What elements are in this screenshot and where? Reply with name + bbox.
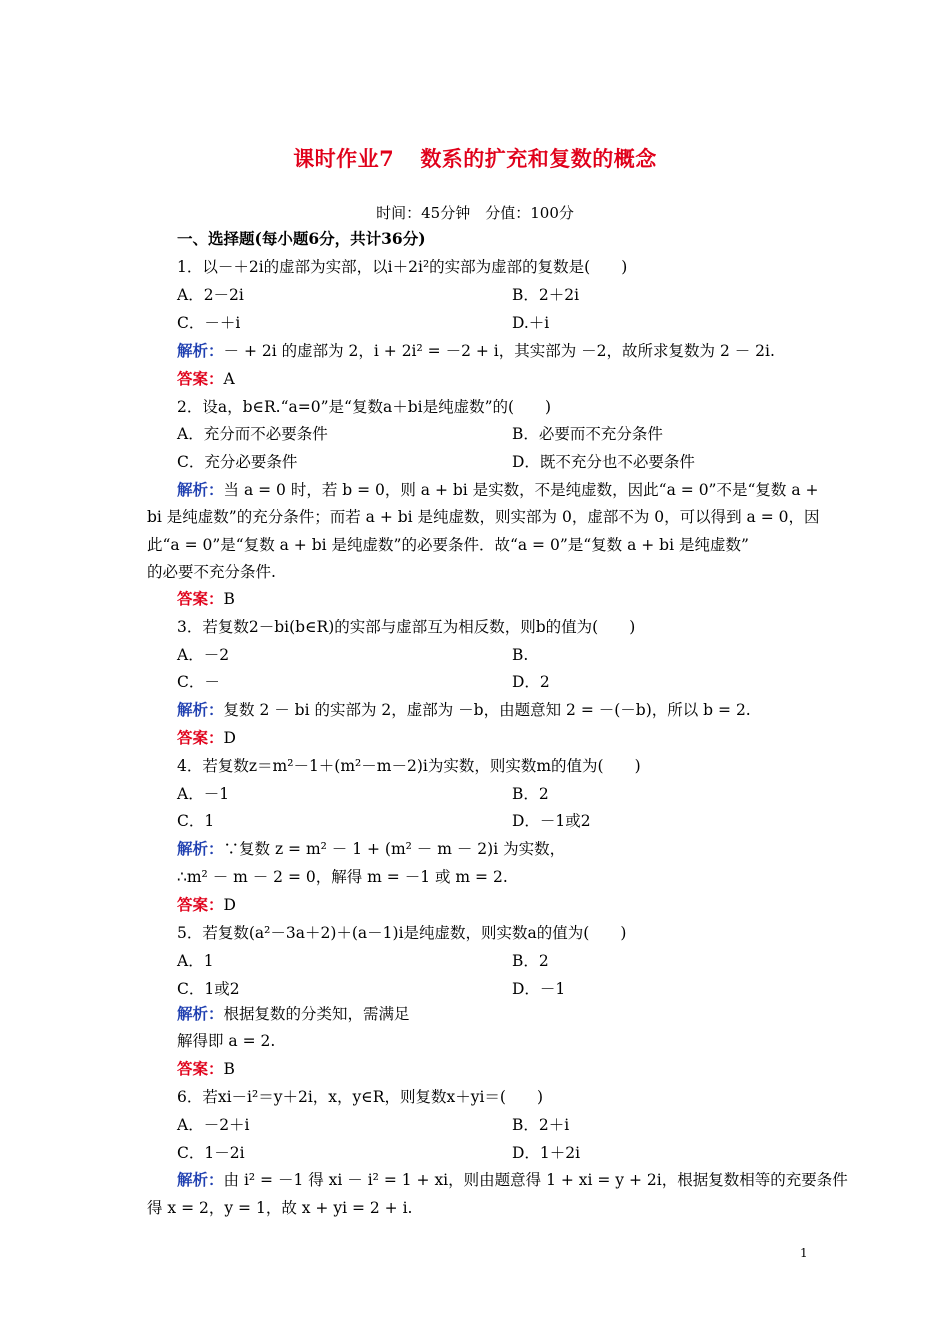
q3-answer-value: D (223, 729, 236, 747)
q5-option-a: A．1 (177, 952, 214, 970)
q2-analysis-line: bi 是纯虚数”的充分条件；而若 a + bi 是纯虚数，则实部为 0，虚部不为 0，可以得到 a = 0，因 (147, 508, 820, 526)
q6-option-a: A．－2＋i (177, 1116, 250, 1134)
q6-option-b: B．2＋i (512, 1116, 570, 1134)
q6-option-c: C．1－2i (177, 1144, 245, 1162)
q2-option-c: C．充分必要条件 (177, 453, 298, 471)
page-number: 1 (800, 1246, 808, 1260)
q5-analysis-line: 解得即 a = 2. (177, 1032, 276, 1050)
q5-option-c: C．1或2 (177, 980, 240, 998)
q2-option-b: B．必要而不充分条件 (512, 425, 663, 443)
q5-stem: 5．若复数(a²－3a＋2)＋(a－1)i是纯虚数，则实数a的值为( ) (177, 924, 627, 942)
q1-answer-value: A (223, 370, 235, 388)
q6-analysis-line: 得 x = 2，y = 1，故 x + yi = 2 + i. (147, 1199, 413, 1217)
analysis-label: 解析： (177, 839, 224, 858)
q4-option-c: C．1 (177, 812, 215, 830)
q3-analysis-text: 复数 2 － bi 的实部为 2，虚部为 －b，由题意知 2 = －(－b)，所以 b = 2. (223, 701, 751, 719)
q6-analysis (177, 1170, 848, 1190)
q5-answer-value: B (223, 1060, 235, 1078)
analysis-label: 解析： (177, 1170, 224, 1189)
answer-label: 答案： (177, 895, 224, 914)
answer-label: 答案： (177, 1059, 224, 1078)
q4-stem: 4．若复数z＝m²－1＋(m²－m－2)i为实数，则实数m的值为( ) (177, 757, 641, 775)
q1-stem: 1．以－＋2i的虚部为实部，以i＋2i²的实部为虚部的复数是( ) (177, 258, 628, 276)
time-score-info: 时间：45分钟 分值：100分 (376, 204, 574, 222)
q2-answer (177, 589, 235, 609)
title-lesson: 课时作业7 (293, 146, 395, 171)
analysis-label: 解析： (177, 480, 224, 499)
q4-answer-value: D (223, 896, 236, 914)
q1-option-d: D.＋i (512, 314, 550, 332)
analysis-label: 解析： (177, 1004, 224, 1023)
q2-analysis-line: 此“a = 0”是“复数 a + bi 是纯虚数”的必要条件．故“a = 0”是“复数 a + bi 是纯虚数” (147, 536, 749, 554)
q3-analysis (177, 700, 751, 720)
q4-analysis (177, 839, 565, 859)
q2-analysis (177, 480, 818, 500)
answer-label: 答案： (177, 589, 224, 608)
section-heading: 一、选择题(每小题6分，共计36分) (177, 229, 426, 248)
q3-option-a: A．－2 (177, 646, 230, 664)
q2-stem: 2．设a，b∈R.“a=0”是“复数a＋bi是纯虚数”的( ) (177, 398, 552, 416)
q3-stem: 3．若复数2－bi(b∈R)的实部与虚部互为相反数，则b的值为( ) (177, 618, 636, 636)
q1-analysis-text: － + 2i 的虚部为 2，i + 2i² = －2 + i，其实部为 －2，故所求复数为 2 － 2i. (223, 342, 775, 360)
q3-option-d: D．2 (512, 673, 550, 691)
page-title (0, 143, 950, 173)
q3-option-b: B. (512, 646, 529, 664)
q5-option-b: B．2 (512, 952, 549, 970)
title-topic: 数系的扩充和复数的概念 (420, 146, 657, 171)
q1-answer (177, 369, 235, 389)
answer-label: 答案： (177, 728, 224, 747)
q6-analysis-line: 由 i² = －1 得 xi － i² = 1 + xi，则由题意得 1 + xi = y + 2i，根据复数相等的充要条件 (223, 1171, 848, 1189)
q4-option-b: B．2 (512, 785, 549, 803)
q2-option-a: A．充分而不必要条件 (177, 425, 328, 443)
q1-analysis (177, 341, 775, 361)
q4-option-d: D．－1或2 (512, 812, 591, 830)
q3-answer (177, 728, 236, 748)
analysis-label: 解析： (177, 341, 224, 360)
q2-option-d: D．既不充分也不必要条件 (512, 453, 695, 471)
q3-option-c: C．－ (177, 673, 220, 691)
q1-option-c: C．－＋i (177, 314, 241, 332)
q5-answer (177, 1059, 235, 1079)
answer-label: 答案： (177, 369, 224, 388)
q1-option-a: A．2－2i (177, 286, 244, 304)
q2-analysis-line: 当 a = 0 时，若 b = 0，则 a + bi 是实数，不是纯虚数，因此“a = 0”不是“复数 a + (223, 481, 819, 499)
q4-answer (177, 895, 236, 915)
q4-analysis-line: ∵复数 z = m² － 1 + (m² － m － 2)i 为实数， (223, 840, 566, 858)
q6-option-d: D．1＋2i (512, 1144, 581, 1162)
q1-option-b: B．2＋2i (512, 286, 580, 304)
q5-analysis-line: 根据复数的分类知，需满足 (223, 1005, 410, 1023)
q4-analysis-line: ∴m² － m － 2 = 0，解得 m = －1 或 m = 2. (177, 868, 508, 886)
analysis-label: 解析： (177, 700, 224, 719)
q2-analysis-line: 的必要不充分条件. (147, 563, 276, 581)
q6-stem: 6．若xi－i²＝y＋2i，x，y∈R，则复数x＋yi＝( ) (177, 1088, 543, 1106)
q5-analysis (177, 1004, 410, 1024)
q4-option-a: A．－1 (177, 785, 230, 803)
q2-answer-value: B (223, 590, 235, 608)
q5-option-d: D．－1 (512, 980, 566, 998)
